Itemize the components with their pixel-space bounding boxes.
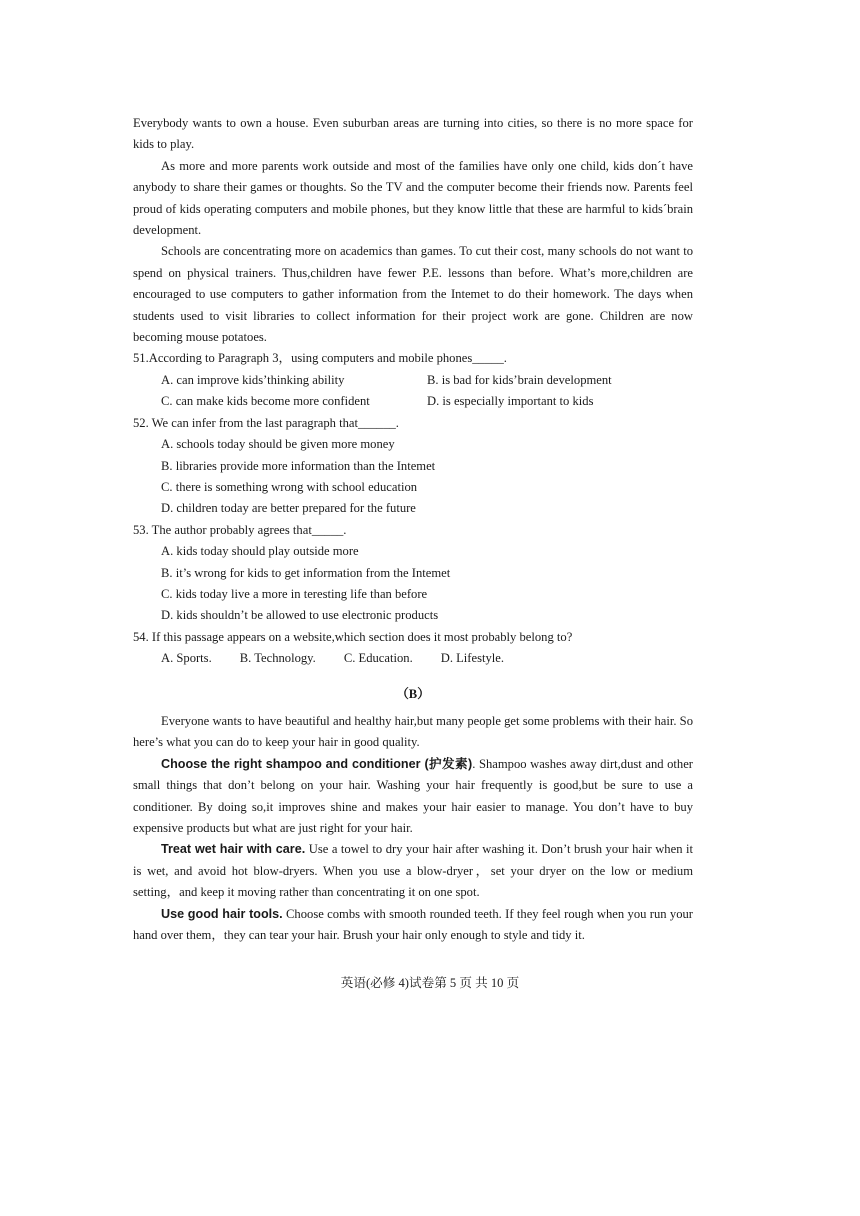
question-52-option-c: C. there is something wrong with school education [161, 479, 418, 494]
passage-b-tip-2 [133, 839, 693, 903]
question-54-option-a: A. Sports. [161, 651, 212, 666]
tip-3-text: Choose combs with smooth rounded teeth. If they feel rough when you run your hand over them，they can tear your hair. Brush your hair only enough to style and tidy it. [133, 906, 693, 943]
question-54-options [133, 648, 693, 669]
question-52-option-d: D. children today are better prepared for the future [161, 501, 416, 516]
question-51 [133, 348, 693, 412]
question-52-option-a: A. schools today should be given more money [161, 437, 395, 452]
tip-2-text: Use a towel to dry your hair after washing it. Don’t brush your hair when it is wet, and avoid hot blow-dryers. When you use a blow-dryer，set your dryer on the low or medium setting，and keep it moving rather than concentrating it on one spot. [133, 842, 693, 900]
question-53 [133, 520, 693, 627]
tip-3-heading: Use good hair tools. [161, 906, 283, 921]
page-footer: 英语(必修 4)试卷第 5 页 共 10 页 [340, 976, 520, 990]
question-53-stem: 53. The author probably agrees that_____. [133, 522, 347, 537]
question-51-options-row-1 [133, 370, 693, 391]
question-52-option-b: B. libraries provide more information than the Intemet [161, 458, 436, 473]
question-53-option-d: D. kids shouldn’t be allowed to use electronic products [161, 608, 439, 623]
passage-b-tip-1 [133, 754, 693, 840]
question-54-option-d: D. Lifestyle. [440, 651, 505, 666]
section-b-title: （B） [396, 686, 430, 701]
question-53-option-a: A. kids today should play outside more [161, 544, 359, 559]
question-51-options-row-2 [133, 391, 693, 412]
question-51-option-b: B. is bad for kids’brain development [427, 372, 612, 387]
tip-1-text: . Shampoo washes away dirt,dust and other small things that don’t belong on your hair. Washing your hair frequently is good,but be sure to use a conditioner. By doing so,it improves shine and makes your hair easier to manage. You don’t have to buy expensive products but what are just right for your hair. [133, 756, 693, 835]
question-53-option-b: B. it’s wrong for kids to get information from the Intemet [161, 565, 451, 580]
question-51-option-a: A. can improve kids’thinking ability [161, 372, 345, 387]
page-content [133, 113, 693, 946]
question-54 [133, 627, 693, 670]
question-54-option-b: B. Technology. [239, 651, 316, 666]
tip-1-heading: Choose the right shampoo and conditioner (护发素) [161, 756, 473, 771]
question-51-stem: 51.According to Paragraph 3，using computers and mobile phones_____. [133, 351, 507, 366]
question-51-option-d: D. is especially important to kids [427, 394, 594, 409]
question-52 [133, 413, 693, 520]
tip-2-heading: Treat wet hair with care. [161, 842, 306, 857]
question-52-stem: 52. We can infer from the last paragraph that______. [133, 415, 399, 430]
question-54-option-c: C. Education. [343, 651, 413, 666]
question-51-option-c: C. can make kids become more confident [161, 394, 370, 409]
question-54-stem: 54. If this passage appears on a website,which section does it most probably belong to? [133, 629, 573, 644]
passage-b-tip-3 [133, 904, 693, 947]
passage-b-intro: Everyone wants to have beautiful and healthy hair,but many people get some problems with their hair. So here’s what you can do to keep your hair in good quality. [133, 713, 693, 750]
passage-a-paragraph-3: Schools are concentrating more on academics than games. To cut their cost, many schools do not want to spend on physical trainers. Thus,children have fewer P.E. lessons than before. What’s more,children are encouraged to use computers to gather information from the Intemet to do their homework. The days when students used to visit libraries to collect information for their project work are gone. Children are now becoming mouse potatoes. [133, 244, 693, 345]
passage-a-paragraph-2: As more and more parents work outside and most of the families have only one child, kids don´t have anybody to share their games or thoughts. So the TV and the computer become their friends now. Parents feel proud of kids operating computers and mobile phones, but they know little that these are harmful to kids´brain development. [133, 158, 693, 238]
question-53-option-c: C. kids today live a more in teresting life than before [161, 586, 428, 601]
passage-a-paragraph-1: Everybody wants to own a house. Even suburban areas are turning into cities, so there is no more space for kids to play. [133, 116, 693, 152]
